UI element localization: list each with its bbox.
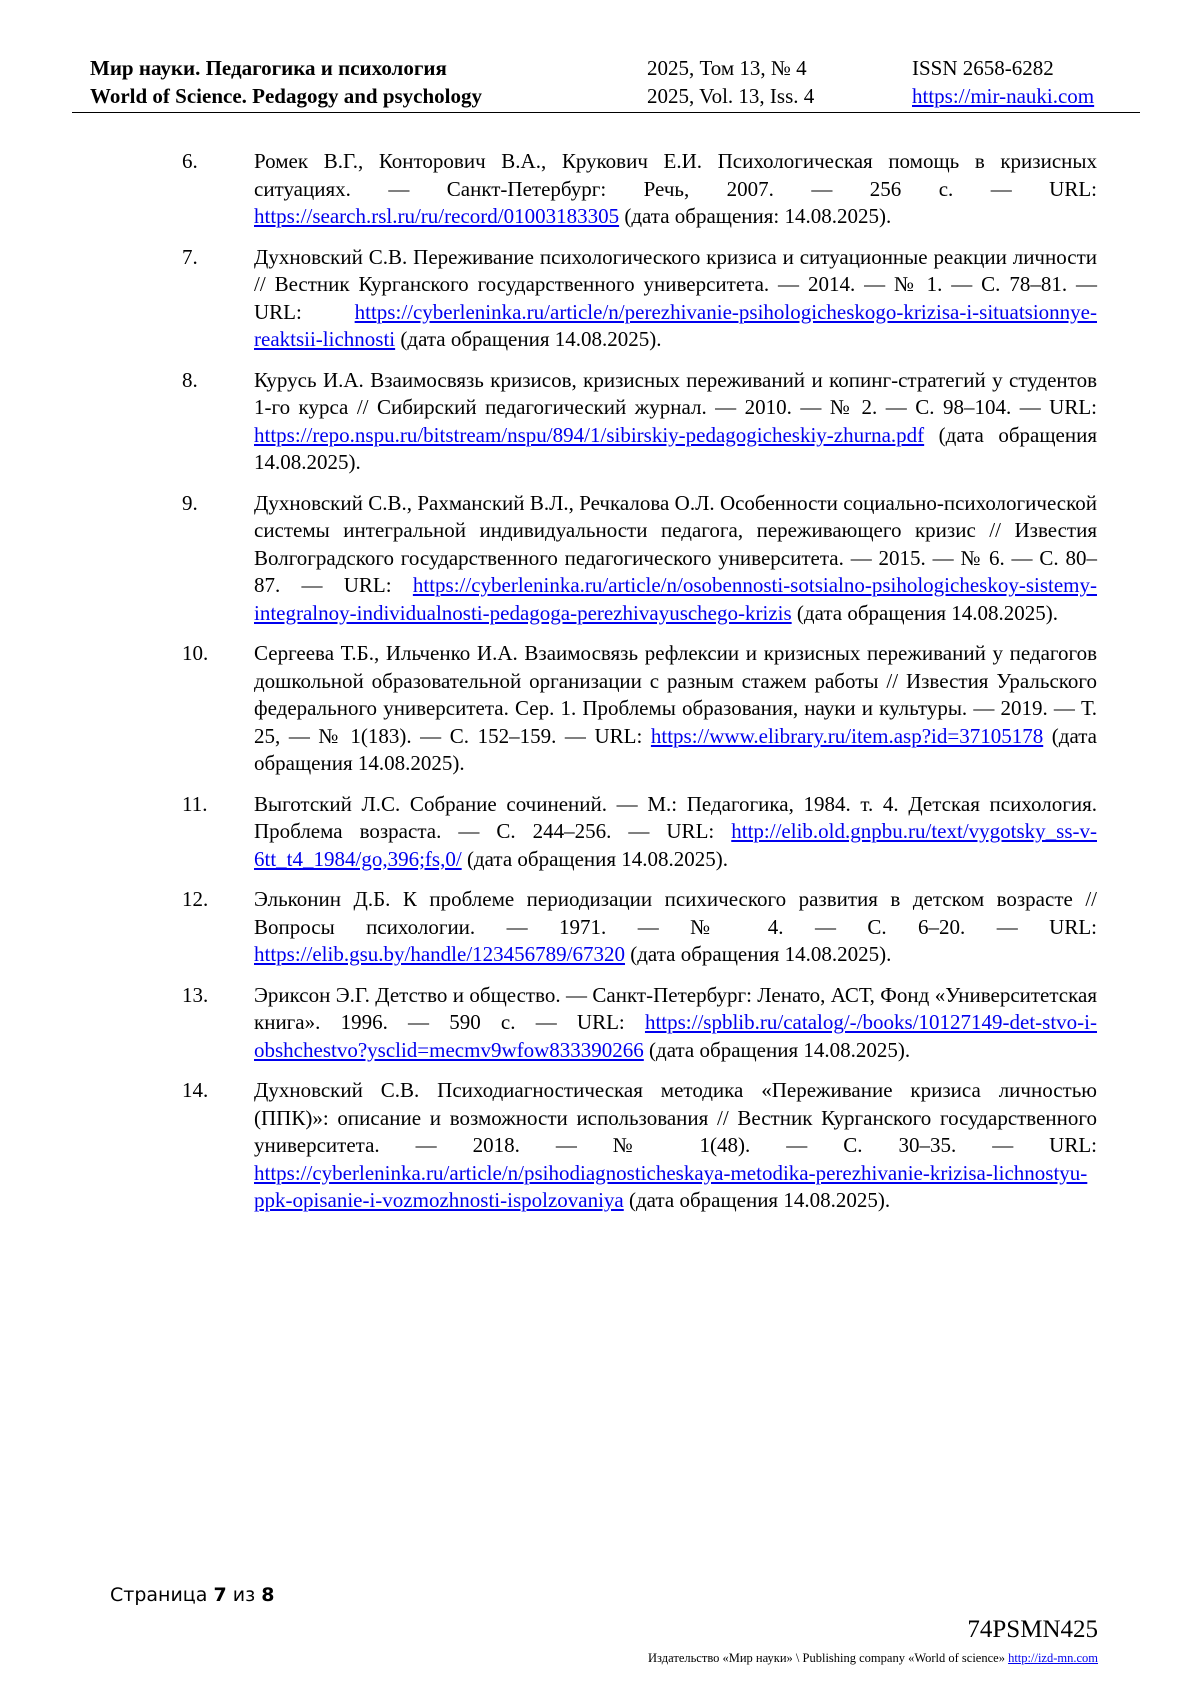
reference-link[interactable]: https://search.rsl.ru/ru/record/01003183305 — [254, 204, 620, 228]
reference-link[interactable]: https://cyberleninka.ru/article/n/psihodiagnosticheskaya-metodika-perezhivanie-krizisa-lichnostyu-ppk-opisanie-i-vozmozhnosti-ispolzovaniya — [254, 1160, 1088, 1212]
page-label: Страница — [110, 1584, 208, 1606]
issn: ISSN 2658-6282 — [912, 56, 1054, 80]
reference-access-date: (дата обращения 14.08.2025). — [643, 1037, 911, 1062]
page-number — [110, 1584, 274, 1606]
reference-access-date: (дата обращения 14.08.2025). — [461, 846, 729, 871]
reference-access-date: (дата обращения 14.08.2025). — [254, 422, 1097, 474]
reference-number: 6. — [182, 149, 198, 173]
reference-number: 11. — [182, 791, 208, 816]
reference-access-date: (дата обращения 14.08.2025). — [623, 1188, 891, 1212]
reference-item — [182, 490, 1097, 628]
reference-citation: Духновский С.В., Рахманский В.Л., Речкалова О.Л. Особенности социально-психологической системы интегральной индивидуальности педагога, переживающего кризис // Известия Волгоградского государственного педагогического университета. — 2015. — № 6. — С. 80–87. — URL: — [254, 490, 1097, 597]
page-current: 7 — [213, 1584, 227, 1606]
reference-number: 9. — [182, 490, 198, 515]
reference-number: 8. — [182, 367, 198, 392]
reference-item — [182, 982, 1097, 1065]
reference-link[interactable]: https://www.elibrary.ru/item.asp?id=37105178 — [650, 723, 1044, 748]
reference-number: 7. — [182, 244, 198, 269]
journal-site-link[interactable]: https://mir-nauki.com — [912, 84, 1095, 108]
page-total: 8 — [261, 1584, 275, 1606]
reference-item — [182, 148, 1097, 231]
issue-info-en: 2025, Vol. 13, Iss. 4 — [647, 84, 815, 108]
reference-text — [254, 791, 1097, 874]
reference-access-date: (дата обращения 14.08.2025). — [395, 327, 662, 351]
reference-number: 10. — [182, 641, 209, 665]
reference-access-date: (дата обращения: 14.08.2025). — [619, 204, 892, 228]
reference-item — [182, 1077, 1097, 1215]
reference-text — [254, 367, 1097, 477]
reference-item — [182, 886, 1097, 969]
article-code: 74PSMN425 — [967, 1616, 1098, 1643]
reference-citation: Эриксон Э.Г. Детство и общество. — Санкт-Петербург: Ленато, АСТ, Фонд «Университетская книга». 1996. — 590 с. — URL: — [254, 982, 1097, 1034]
reference-link[interactable]: https://cyberleninka.ru/article/n/osobennosti-sotsialno-psihologicheskoy-sistemy-integralnoy-individualnosti-pedagoga-perezhivayuschego-krizis — [254, 573, 1097, 625]
reference-item — [182, 640, 1097, 778]
reference-access-date: (дата обращения 14.08.2025). — [254, 723, 1097, 775]
issue-info-ru: 2025, Том 13, № 4 — [647, 56, 807, 80]
reference-list — [182, 148, 1097, 1228]
reference-text — [254, 148, 1097, 231]
publisher-link[interactable]: http://izd-mn.com — [1008, 1651, 1098, 1665]
reference-citation: Курусь И.А. Взаимосвязь кризисов, кризисных переживаний и копинг-стратегий у студентов 1-го курса // Сибирский педагогический журнал. — 2010. — № 2. — С. 98–104. — URL: — [254, 367, 1097, 419]
page-of: из — [232, 1584, 256, 1606]
journal-title-ru: Мир науки. Педагогика и психология — [90, 56, 447, 80]
reference-citation: Ромек В.Г., Конторович В.А., Крукович Е.И. Психологическая помощь в кризисных ситуациях. — Санкт-Петербург: Речь, 2007. — 256 с. — URL: — [254, 149, 1097, 201]
reference-text — [254, 640, 1097, 778]
reference-text — [254, 244, 1097, 354]
journal-meta — [912, 54, 1094, 110]
reference-link[interactable]: https://repo.nspu.ru/bitstream/nspu/894/1/sibirskiy-pedagogicheskiy-zhurna.pdf — [254, 422, 925, 447]
reference-citation: Эльконин Д.Б. К проблеме периодизации психического развития в детском возрасте // Вопросы психологии. — 1971. — № 4. — С. 6–20. — URL: — [254, 887, 1097, 939]
reference-link[interactable]: https://cyberleninka.ru/article/n/perezhivanie-psihologicheskogo-krizisa-i-situatsionnye-reaktsii-lichnosti — [254, 299, 1097, 351]
reference-text — [254, 490, 1097, 628]
issue-info — [647, 54, 814, 110]
reference-access-date: (дата обращения 14.08.2025). — [791, 600, 1058, 625]
journal-title — [90, 54, 482, 110]
publisher-text: Издательство «Мир науки» \ Publishing company «World of science» — [648, 1651, 1009, 1665]
reference-text — [254, 982, 1097, 1065]
reference-link[interactable]: https://spblib.ru/catalog/-/books/10127149-det-stvo-i-obshchestvo?ysclid=mecmv9wfow833390266 — [254, 1010, 1097, 1062]
reference-citation: Духновский С.В. Переживание психологического кризиса и ситуационные реакции личности // Вестник Курганского государственного университета. — 2014. — № 1. — С. 78–81. — URL: — [254, 244, 1097, 324]
reference-text — [254, 1077, 1097, 1215]
journal-title-en: World of Science. Pedagogy and psychology — [90, 84, 483, 108]
reference-citation: Сергеева Т.Б., Ильченко И.А. Взаимосвязь рефлексии и кризисных переживаний у педагогов дошкольной образовательной организации с разным стажем работы // Известия Уральского федерального университета. Сер. 1. Проблемы образования, науки и культуры. — 2019. — Т. 25, — № 1(183). — С. 152–159. — URL: — [254, 641, 1097, 748]
reference-number: 13. — [182, 982, 209, 1007]
reference-text — [254, 886, 1097, 969]
reference-link[interactable]: https://elib.gsu.by/handle/123456789/67320 — [254, 942, 625, 966]
reference-link[interactable]: http://elib.old.gnpbu.ru/text/vygotsky_ss-v-6tt_t4_1984/go,396;fs,0/ — [254, 819, 1097, 871]
reference-citation: Духновский С.В. Психодиагностическая методика «Переживание кризиса личностью (ППК)»: описание и возможности использования // Вестник Курганского государственного университета. — 2018. — № 1(48). — С. 30–35. — URL: — [254, 1078, 1097, 1157]
journal-header — [72, 54, 1140, 113]
reference-access-date: (дата обращения 14.08.2025). — [625, 942, 892, 966]
reference-item — [182, 791, 1097, 874]
reference-item — [182, 244, 1097, 354]
reference-item — [182, 367, 1097, 477]
publisher-line — [648, 1651, 1098, 1666]
reference-citation: Выготский Л.С. Собрание сочинений. — М.: Педагогика, 1984. т. 4. Детская психология. Проблема возраста. — С. 244–256. — URL: — [254, 791, 1097, 843]
reference-number: 12. — [182, 887, 209, 911]
reference-number: 14. — [182, 1078, 209, 1102]
